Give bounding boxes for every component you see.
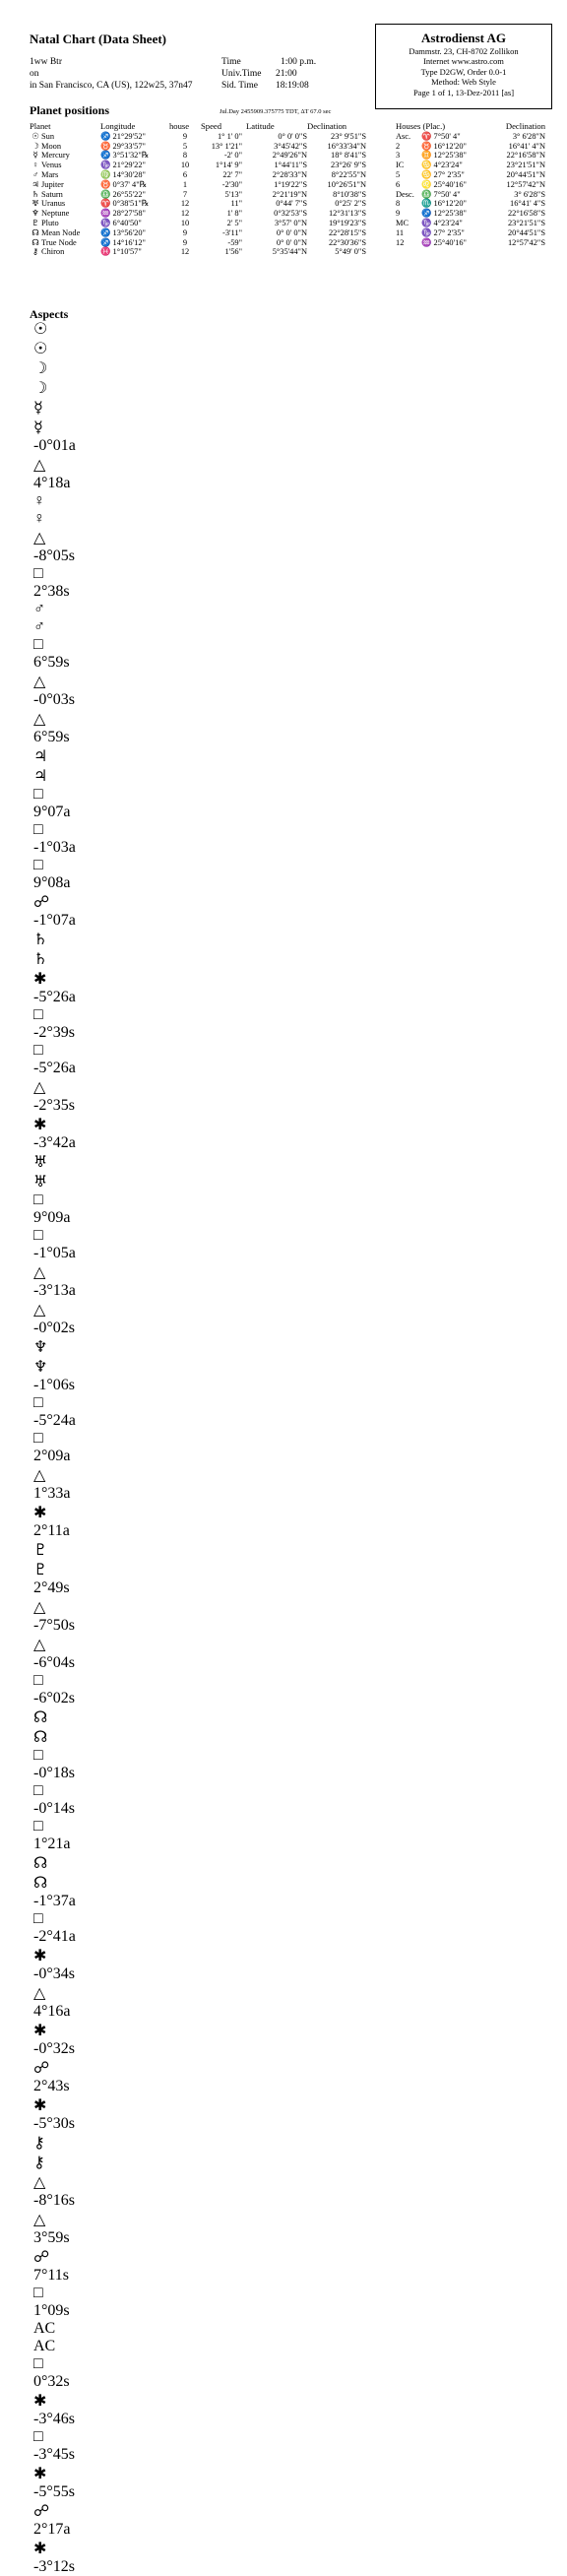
planet-cell: ♈ 0°38'51"℞ <box>100 199 150 209</box>
aspect-cell: △ -7°50s <box>33 1599 75 1634</box>
planet-row <box>30 228 366 238</box>
house-cell: 12 <box>396 237 405 247</box>
planet-cell: Jupiter <box>41 179 64 189</box>
aspect-cell: ✱ -3°12s <box>33 2541 75 2575</box>
sid-time-value: 18:19:08 <box>276 81 309 91</box>
aspect-cell: △ 3°59s <box>33 2212 70 2246</box>
planet-cell: 5 <box>182 141 188 151</box>
house-row <box>396 161 545 170</box>
aspect-cell: -1°37a <box>33 1893 76 1909</box>
planet-cell: True Node <box>41 237 77 247</box>
aspect-row-symbol: ♀ <box>33 492 45 509</box>
planet-cell: ♑ 6°40'50" <box>100 218 142 227</box>
aspects-grid <box>33 319 79 2576</box>
planet-row <box>30 247 366 257</box>
planet-cell: Moon <box>41 141 62 151</box>
house-cell: ♐ 12°25'38" <box>421 209 467 219</box>
planet-row <box>30 209 366 219</box>
aspect-cell: -0°01a <box>33 437 76 454</box>
house-cell: 16°41' 4"S <box>510 199 545 209</box>
company-name: Astrodienst AG <box>420 31 507 45</box>
aspect-diagonal-symbol: AC <box>33 2338 56 2354</box>
house-cell: 16°41' 4"N <box>508 141 545 151</box>
planet-cell: Venus <box>41 161 62 170</box>
house-cell: 3° 6'28"N <box>512 131 545 141</box>
aspect-cell: □ -5°24a <box>33 1394 76 1429</box>
planet-row <box>30 151 366 161</box>
planet-cell: 12 <box>180 209 190 219</box>
planet-cell: ☿ <box>32 151 38 161</box>
aspect-cell: 2°49s <box>33 1579 70 1596</box>
aspect-diagonal-symbol: ☽ <box>33 380 48 397</box>
house-row <box>396 199 545 209</box>
col-header-declination: Declination <box>307 121 347 131</box>
house-row <box>396 190 545 200</box>
aspect-cell: □ 1°09s <box>33 2285 70 2319</box>
planet-cell: 1'56" <box>224 247 242 257</box>
aspect-cell: □ -5°26a <box>33 1042 76 1076</box>
aspect-diagonal-symbol: ☊ <box>33 1875 48 1892</box>
planet-cell: ♉ 0°37' 4"℞ <box>100 179 148 189</box>
aspect-cell: □ 9°07a <box>33 786 71 820</box>
planet-cell: ♅ <box>32 199 39 209</box>
aspect-row-symbol: AC <box>33 2320 56 2337</box>
house-cell: 12°57'42"S <box>507 237 545 247</box>
aspect-cell: □ -2°41a <box>33 1910 76 1945</box>
planet-row <box>30 238 366 248</box>
aspect-diagonal-symbol: ♀ <box>33 510 45 527</box>
planet-cell: -3'11" <box>222 227 242 237</box>
subject-name: 1ww Btr <box>30 57 62 67</box>
univ-time-label: Univ.Time <box>221 69 262 79</box>
planet-cell: 3°45'42"S <box>274 141 307 151</box>
planet-cell: 0°44' 7"S <box>276 199 307 209</box>
house-cell: ♉ 16°12'20" <box>421 141 467 151</box>
house-cell: 3° 6'28"S <box>514 189 545 199</box>
house-row <box>396 219 545 228</box>
planet-cell: 1°44'11"S <box>274 161 307 170</box>
planet-row <box>30 190 366 200</box>
house-cell: 2 <box>396 141 401 151</box>
planet-row <box>30 199 366 209</box>
aspect-cell: △ -8°05s <box>33 530 75 564</box>
house-cell: ♑ 4°23'24" <box>421 218 463 227</box>
aspect-cell: □ -6°02s <box>33 1672 75 1707</box>
planet-row <box>30 142 366 152</box>
aspect-cell: △ -0°02s <box>33 1302 75 1336</box>
house-cell: ♋ 27° 2'35" <box>421 169 465 179</box>
house-cell: ♏ 16°12'20" <box>421 199 467 209</box>
planet-cell: -2' 0" <box>223 151 242 161</box>
aspect-row-symbol: ☊ <box>33 1855 48 1872</box>
house-cell: 20°44'51"S <box>507 227 545 237</box>
house-cell: 22°16'58"S <box>507 209 545 219</box>
planet-cell: 3°57' 0"N <box>274 218 307 227</box>
house-cell: 23°21'51"N <box>506 161 545 170</box>
planet-cell: 1°14' 9" <box>215 161 242 170</box>
aspect-cell: ☍ 7°11s <box>33 2249 70 2284</box>
aspect-row-symbol: ☉ <box>33 321 48 338</box>
planet-cell: 1 <box>182 179 188 189</box>
house-cell: 8 <box>396 199 401 209</box>
planet-cell: Chiron <box>41 247 65 257</box>
planet-cell: 5°49' 0"S <box>335 247 366 257</box>
planet-cell: ☊ <box>32 237 39 247</box>
univ-time-value: 21:00 <box>276 69 297 79</box>
aspect-cell: △ -2°35s <box>33 1079 75 1114</box>
planet-cell: ♀ <box>32 161 39 170</box>
page-title: Natal Chart (Data Sheet) <box>30 32 167 46</box>
aspect-cell: □ 6°59s <box>33 636 70 671</box>
house-cell: IC <box>396 161 405 170</box>
aspect-diagonal-symbol: ♄ <box>33 951 48 968</box>
aspect-row-symbol: ☿ <box>33 400 43 417</box>
aspect-cell: □ 2°09a <box>33 1430 71 1464</box>
aspect-diagonal-symbol: ☿ <box>33 419 43 436</box>
house-cell: ♑ 27° 2'35" <box>421 227 465 237</box>
planet-cell: Mercury <box>41 151 70 161</box>
planet-cell: ♐ 3°51'32"℞ <box>100 151 150 161</box>
col-header-latitude: Latitude <box>246 121 275 131</box>
julian-day-note: Jul.Day 2455909.375775 TDT, ΔT 67.0 sec <box>220 108 332 115</box>
planet-cell: Sun <box>41 131 55 141</box>
planet-cell: 0° 0' 0"S <box>278 131 307 141</box>
aspect-row-symbol: ⚷ <box>33 2135 45 2152</box>
planet-cell: 10 <box>180 218 190 227</box>
planet-row <box>30 219 366 228</box>
planet-cell: 9 <box>182 131 188 141</box>
planet-cell: 2°28'33"N <box>272 169 307 179</box>
planet-cell: 1' 8" <box>226 209 242 219</box>
planet-cell: Mean Node <box>41 227 81 237</box>
house-cell: 22°16'58"N <box>506 151 545 161</box>
planet-cell: 22°28'15"S <box>328 227 366 237</box>
planet-cell: ♂ <box>32 169 39 179</box>
aspect-cell: △ -8°16s <box>33 2174 75 2209</box>
planet-cell: Pluto <box>41 218 59 227</box>
aspect-cell: ☍ 2°43s <box>33 2060 70 2094</box>
planet-cell: 2' 5" <box>226 218 242 227</box>
planet-cell: 11" <box>230 199 242 209</box>
houses-table-header <box>396 122 545 132</box>
planet-cell: 2°49'26"N <box>272 151 307 161</box>
planet-cell: ⚷ <box>32 247 39 257</box>
planet-cell: 8 <box>182 151 188 161</box>
planet-cell: 5'13" <box>224 189 242 199</box>
aspect-cell: △ 4°16a <box>33 1985 71 2020</box>
planet-cell: ☊ <box>32 227 39 237</box>
planet-cell: ♎ 26°55'22" <box>100 189 146 199</box>
aspect-diagonal-symbol: ⚷ <box>33 2155 45 2171</box>
col-header-planet: Planet <box>30 121 51 131</box>
planet-cell: 5°35'44"N <box>272 247 307 257</box>
planet-cell: 12 <box>180 199 190 209</box>
aspect-row-symbol: ♃ <box>33 748 48 765</box>
aspect-cell: ✱ -3°42a <box>33 1117 76 1151</box>
house-cell: ♌ 25°40'16" <box>421 179 467 189</box>
planet-cell: 0° 0' 0"N <box>276 237 307 247</box>
planet-cell: 0° 0' 0"N <box>276 227 307 237</box>
planet-cell: 8°10'38"S <box>333 189 366 199</box>
planet-cell: 23° 9'51"S <box>331 131 366 141</box>
aspect-cell: □ 9°09a <box>33 1191 71 1226</box>
aspect-cell: □ -3°45s <box>33 2428 75 2463</box>
aspect-row-symbol: ☽ <box>33 360 48 377</box>
planet-row <box>30 180 366 190</box>
house-cell: 20°44'51"N <box>506 169 545 179</box>
aspect-row-symbol: ♅ <box>33 1154 48 1171</box>
aspect-cell: ✱ -3°46s <box>33 2393 75 2427</box>
aspect-row-symbol: ♇ <box>33 1542 48 1559</box>
houses-table <box>396 122 545 247</box>
aspect-diagonal-symbol: ♂ <box>33 618 45 635</box>
planet-cell: 22°30'36"S <box>328 237 366 247</box>
planet-cell: ♐ 21°29'52" <box>100 131 146 141</box>
aspect-cell: □ 2°38s <box>33 565 70 600</box>
house-cell: ♈ 7°50' 4" <box>421 131 461 141</box>
house-cell: 6 <box>396 179 401 189</box>
planet-cell: 9 <box>182 227 188 237</box>
aspects-title: Aspects <box>30 307 69 321</box>
planet-cell: 12 <box>180 247 190 257</box>
house-cell: 5 <box>396 169 401 179</box>
aspect-cell: ☍ -1°07a <box>33 894 76 929</box>
planet-cell: 13° 1'21" <box>211 141 242 151</box>
planet-cell: ♒ 28°27'58" <box>100 209 146 219</box>
aspect-row-symbol: ♆ <box>33 1339 48 1356</box>
house-row <box>396 180 545 190</box>
aspect-diagonal-symbol: ☊ <box>33 1729 48 1746</box>
planet-cell: ♃ <box>32 179 39 189</box>
planet-row <box>30 161 366 170</box>
aspect-cell: ☍ 2°17a <box>33 2503 71 2538</box>
planet-positions-title: Planet positions <box>30 103 110 117</box>
planet-row <box>30 170 366 180</box>
aspect-cell: ✱ 2°11a <box>33 1505 70 1539</box>
aspect-cell: □ 9°08a <box>33 857 71 891</box>
planet-cell: ♍ 14°30'28" <box>100 169 146 179</box>
house-row <box>396 170 545 180</box>
aspect-cell: △ -3°13a <box>33 1264 76 1299</box>
planet-cell: 10°26'51"N <box>327 179 366 189</box>
planet-cell: ♄ <box>32 189 39 199</box>
company-address: Dammstr. 23, CH-8702 Zollikon <box>409 46 519 56</box>
house-row <box>396 228 545 238</box>
order-type: Type D2GW, Order 0.0-1 <box>420 66 507 77</box>
house-row <box>396 151 545 161</box>
planet-positions-table <box>30 122 366 257</box>
aspect-cell: □ -1°03a <box>33 821 76 856</box>
time-label: Time <box>221 57 241 67</box>
aspect-row-symbol: ☊ <box>33 1709 48 1726</box>
col-header-house: house <box>169 121 190 131</box>
subject-on: on <box>30 69 39 79</box>
house-cell: 9 <box>396 209 401 219</box>
house-cell: ♊ 12°25'38" <box>421 151 467 161</box>
col-header-longitude: Longitude <box>100 121 136 131</box>
company-web: Internet www.astro.com <box>423 56 504 67</box>
planet-cell: ♉ 29°33'57" <box>100 141 146 151</box>
aspect-cell: ✱ -5°26a <box>33 971 76 1005</box>
planet-cell: 9 <box>182 237 188 247</box>
planet-cell: 7 <box>182 189 188 199</box>
page-info: Page 1 of 1, 13-Dez-2011 [as] <box>412 87 515 97</box>
house-cell: MC <box>396 218 410 227</box>
time-value: 1:00 p.m. <box>281 57 317 67</box>
aspect-diagonal-symbol: ☉ <box>33 341 48 357</box>
planet-cell: 23°26' 9"S <box>331 161 366 170</box>
col-header-house-declination: Declination <box>505 121 545 131</box>
aspect-cell: △ 6°59s <box>33 711 70 745</box>
planet-cell: ☽ <box>32 141 39 151</box>
house-cell: ♋ 4°23'24" <box>421 161 463 170</box>
house-cell: Desc. <box>396 189 414 199</box>
house-cell: 23°21'51"S <box>507 218 545 227</box>
aspect-cell: □ 1°21a <box>33 1818 71 1852</box>
aspect-cell: △ 1°33a <box>33 1467 71 1502</box>
aspect-row-symbol: ♂ <box>33 601 45 617</box>
planet-cell: 19°19'23"S <box>328 218 366 227</box>
house-row <box>396 142 545 152</box>
house-row <box>396 132 545 142</box>
aspect-cell: △ 4°18a <box>33 457 71 491</box>
aspect-cell: △ -0°03s <box>33 674 75 708</box>
planet-cell: ♐ 13°56'20" <box>100 227 146 237</box>
house-cell: ♎ 7°50' 4" <box>421 189 461 199</box>
planet-cell: ♆ <box>32 209 39 219</box>
planet-cell: 10 <box>180 161 190 170</box>
house-cell: 11 <box>396 227 405 237</box>
planet-cell: ♇ <box>32 218 39 227</box>
planet-cell: 18° 8'41"S <box>331 151 366 161</box>
house-cell: ♒ 25°40'16" <box>421 237 467 247</box>
aspect-cell: -1°06s <box>33 1377 75 1393</box>
planet-cell: Neptune <box>41 209 70 219</box>
method: Method: Web Style <box>431 77 496 88</box>
aspect-cell: ✱ -0°32s <box>33 2023 75 2057</box>
planet-cell: 8°22'55"N <box>331 169 366 179</box>
aspect-cell: □ -2°39s <box>33 1006 75 1041</box>
aspect-cell: ✱ -5°30s <box>33 2097 75 2132</box>
aspect-diagonal-symbol: ♃ <box>33 768 48 785</box>
planet-cell: 22' 7" <box>222 169 242 179</box>
planet-cell: 6 <box>182 169 188 179</box>
aspect-cell: ✱ -0°34s <box>33 1948 75 1982</box>
aspect-cell: □ 0°32s <box>33 2355 70 2390</box>
aspect-cell: ✱ -5°55s <box>33 2466 75 2500</box>
aspect-diagonal-symbol: ♅ <box>33 1174 48 1191</box>
planet-cell: 1°19'22"S <box>274 179 307 189</box>
planet-cell: ☉ <box>32 131 39 141</box>
subject-place: in San Francisco, CA (US), 122w25, 37n47 <box>30 81 193 91</box>
aspect-cell: □ -0°14s <box>33 1782 75 1817</box>
planet-cell: Uranus <box>41 199 66 209</box>
planet-cell: ♑ 21°29'22" <box>100 161 146 170</box>
house-cell: 12°57'42"N <box>506 179 545 189</box>
planet-row <box>30 132 366 142</box>
col-header-speed: Speed <box>201 121 222 131</box>
aspect-diagonal-symbol: ♆ <box>33 1359 48 1376</box>
planet-cell: 0°25' 2"S <box>335 199 366 209</box>
planet-cell: 1° 1' 0" <box>217 131 242 141</box>
house-row <box>396 209 545 219</box>
planet-cell: 0°32'53"S <box>274 209 307 219</box>
aspect-cell: □ -1°05a <box>33 1227 76 1261</box>
planet-cell: -2'30" <box>221 179 242 189</box>
astrodienst-info-box <box>375 24 552 109</box>
planet-cell: 2°21'19"N <box>272 189 307 199</box>
planet-cell: ♐ 14°16'12" <box>100 237 146 247</box>
house-cell: 3 <box>396 151 401 161</box>
planet-cell: 16°33'34"N <box>327 141 366 151</box>
planet-table-header <box>30 122 366 132</box>
house-cell: Asc. <box>396 131 411 141</box>
house-row <box>396 238 545 248</box>
aspect-cell: □ -0°18s <box>33 1747 75 1781</box>
planet-cell: 12°31'13"S <box>328 209 366 219</box>
planet-cell: Saturn <box>41 189 63 199</box>
sid-time-label: Sid. Time <box>221 81 258 91</box>
aspect-row-symbol: ♄ <box>33 932 48 948</box>
planet-cell: ♓ 1°10'57" <box>100 247 142 257</box>
planet-cell: Mars <box>41 169 59 179</box>
aspect-diagonal-symbol: ♇ <box>33 1562 48 1578</box>
aspect-cell: △ -6°04s <box>33 1637 75 1671</box>
col-header-houses: Houses (Plac.) <box>396 121 446 131</box>
planet-cell: -59" <box>227 237 242 247</box>
